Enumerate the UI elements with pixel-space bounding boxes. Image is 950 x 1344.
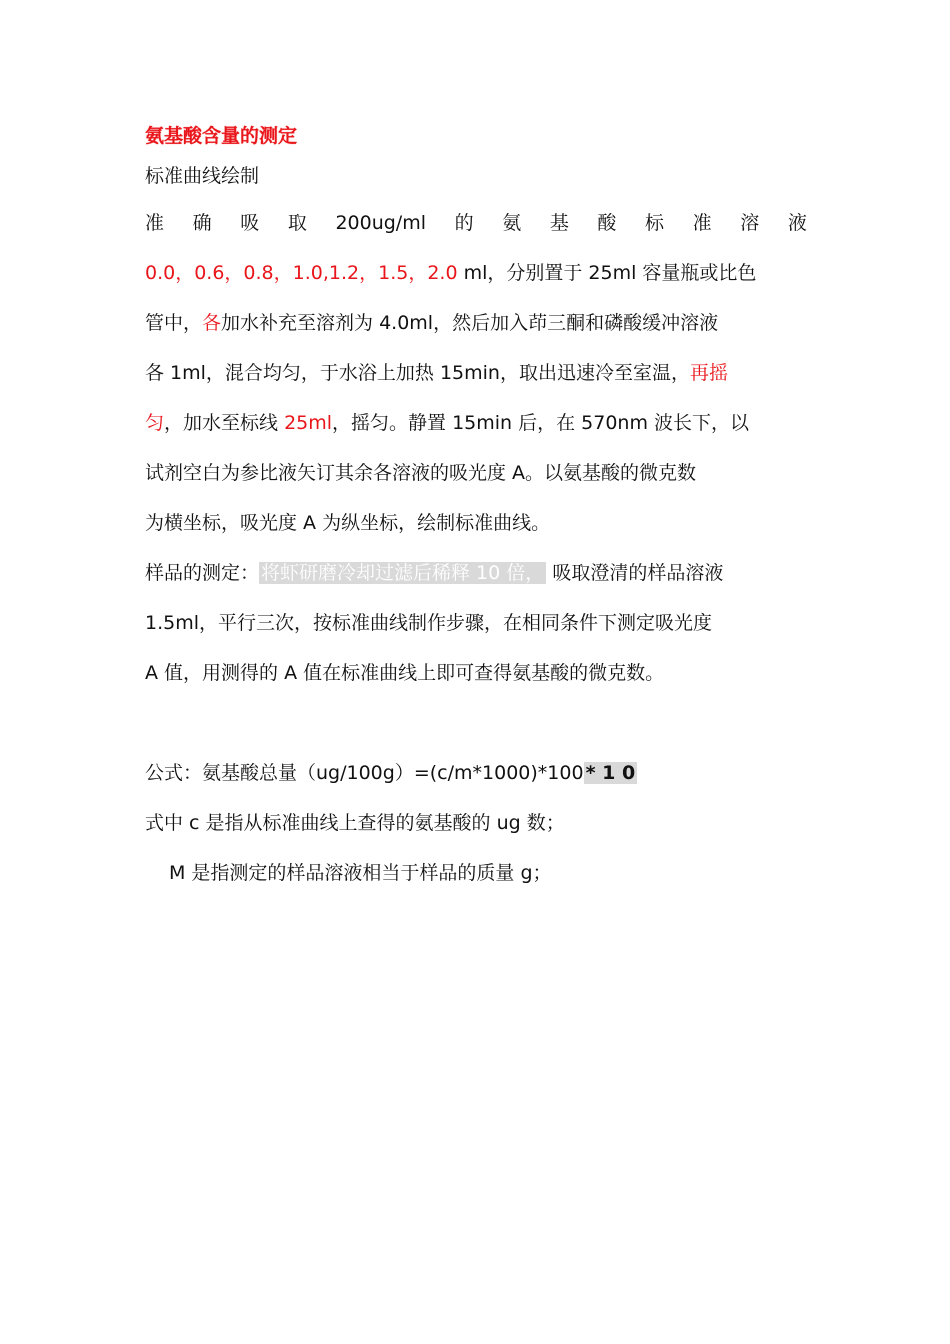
document-page <box>145 118 807 898</box>
text-run: 吸取澄清的样品溶液 <box>546 562 724 584</box>
paragraph-line: 试剂空白为参比液矢订其余各溶液的吸光度 A。以氨基酸的微克数 <box>145 462 697 484</box>
word: 液 <box>787 212 807 234</box>
paragraph-line: 1.5ml，平行三次，按标准曲线制作步骤，在相同条件下测定吸光度 <box>145 612 713 634</box>
highlighted-formula: * 1 0 <box>585 762 636 784</box>
paragraph-line: A 值，用测得的 A 值在标准曲线上即可查得氨基酸的微克数。 <box>145 662 665 684</box>
paragraph-line: 为横坐标，吸光度 A 为纵坐标，绘制标准曲线。 <box>145 512 551 534</box>
word: 取 <box>287 212 307 234</box>
paragraph-line <box>145 348 807 398</box>
text-run: ，加水至标线 <box>164 412 285 434</box>
word: 氨 <box>502 212 522 234</box>
red-text: 再摇 <box>689 362 728 384</box>
red-text: 匀 <box>145 412 165 434</box>
text-run: ，摇匀。静置 15min 后，在 570nm 波长下，以 <box>332 412 750 434</box>
text-run: 各 1ml，混合均匀，于水浴上加热 15min，取出迅速冷至室温， <box>145 362 690 384</box>
word: 200ug/ml <box>335 212 426 234</box>
word: 确 <box>192 212 212 234</box>
note-line: 式中 c 是指从标准曲线上查得的氨基酸的 ug 数； <box>145 812 565 834</box>
word: 准 <box>145 212 165 234</box>
paragraph-line-justified <box>145 198 807 248</box>
word: 标 <box>645 212 665 234</box>
red-values: 0.0，0.6，0.8，1.0,1.2，1.5，2.0 <box>145 262 458 284</box>
word: 吸 <box>240 212 260 234</box>
red-text: 各 <box>202 312 222 334</box>
note-line: M 是指测定的样品溶液相当于样品的质量 g； <box>169 862 552 884</box>
text-run: 管中， <box>145 312 203 334</box>
section-heading: 标准曲线绘制 <box>145 165 260 187</box>
paragraph-line <box>145 248 807 298</box>
word: 的 <box>454 212 474 234</box>
highlighted-text: 将虾研磨冷却过滤后稀释 10 倍， <box>261 562 545 584</box>
word: 准 <box>692 212 712 234</box>
red-text: 25ml <box>284 412 333 434</box>
blank-line <box>145 698 807 748</box>
text-run: ml，分别置于 25ml 容量瓶或比色 <box>457 262 757 284</box>
paragraph-line <box>145 548 807 598</box>
word: 溶 <box>740 212 760 234</box>
paragraph-line <box>145 298 807 348</box>
text-run: 加水补充至溶剂为 4.0ml，然后加入茚三酮和磷酸缓冲溶液 <box>221 312 719 334</box>
paragraph-line <box>145 398 807 448</box>
word: 基 <box>549 212 569 234</box>
word: 酸 <box>597 212 617 234</box>
text-run: 样品的测定： <box>145 562 260 584</box>
formula-line <box>145 748 807 798</box>
formula-text: 公式：氨基酸总量（ug/100g）=(c/m*1000)*100 <box>145 762 584 784</box>
document-title: 氨基酸含量的测定 <box>145 125 298 147</box>
